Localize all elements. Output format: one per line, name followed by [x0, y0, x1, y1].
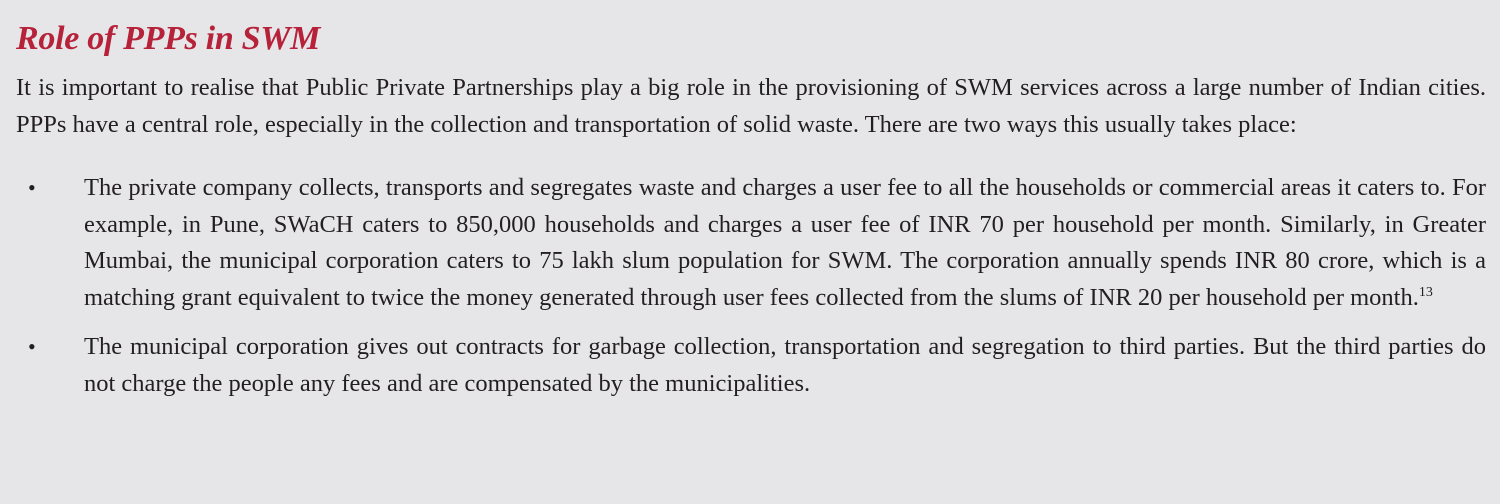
bullet-list — [16, 170, 1486, 402]
bullet-item-private-company — [16, 170, 1486, 316]
intro-paragraph: It is important to realise that Public Private Partnerships play a big role in the provisioning of SWM services across a large number of Indian cities. PPPs have a central role, especially in the collection and transportation of solid waste. There are two ways this usually takes place: — [16, 74, 1486, 138]
footnote-reference: 13 — [1418, 284, 1433, 300]
section-heading: Role of PPPs in SWM — [16, 20, 321, 57]
bullet-icon: • — [28, 175, 36, 200]
bullet-icon: • — [28, 334, 36, 359]
bullet-text: The municipal corporation gives out contracts for garbage collection, transportation and segregation to third parties. But the third parties do not charge the people any fees and are compensated by the municipalities. — [84, 333, 1486, 397]
bullet-text: The private company collects, transports and segregates waste and charges a user fee to all the households or commercial areas it caters to. For example, in Pune, SWaCH caters to 850,000 households and charges a user fee of INR 70 per household per month. Similarly, in Greater Mumbai, the municipal corporation caters to 75 lakh slum population for SWM. The corporation annually spends INR 80 crore, which is a matching grant equivalent to twice the money generated through user fees collected from the slums of INR 20 per household per month. — [84, 174, 1486, 311]
bullet-item-municipal-contracts — [16, 329, 1486, 402]
